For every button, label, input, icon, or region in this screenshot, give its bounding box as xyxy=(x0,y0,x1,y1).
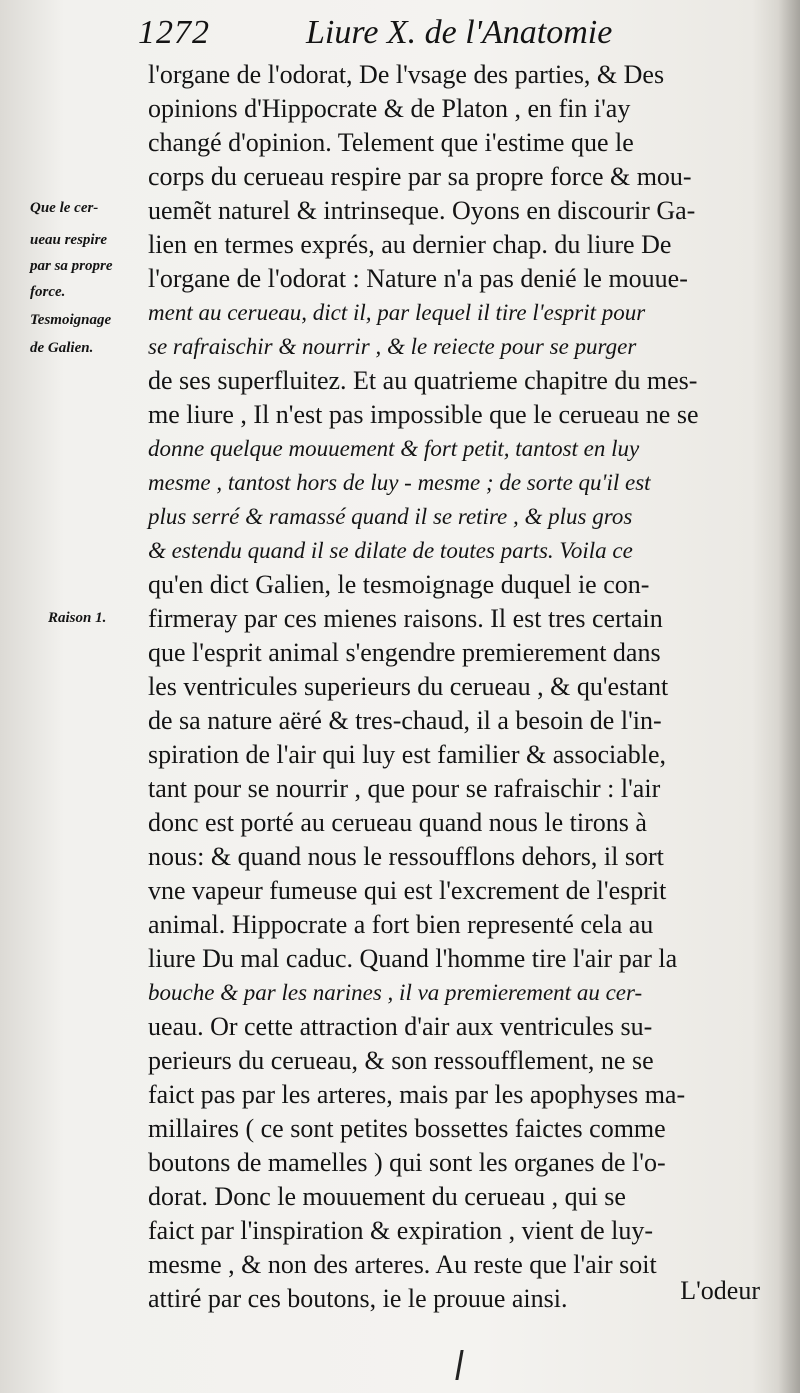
text-line: spiration de l'air qui luy est familier & associable, xyxy=(148,740,667,769)
text-line: se rafraischir & nourrir , & le reiecte pour se purger xyxy=(148,334,637,359)
text-line: lien en termes exprés, au dernier chap. du liure De xyxy=(148,230,672,259)
text-line: opinions d'Hippocrate & de Platon , en fin i'ay xyxy=(148,94,631,123)
text-line: boutons de mamelles ) qui sont les organes de l'o- xyxy=(148,1148,666,1177)
text-line: de sa nature aëré & tres-chaud, il a besoin de l'in- xyxy=(148,706,662,735)
page-number: 1272 xyxy=(138,14,210,51)
signature-mark xyxy=(455,1350,473,1380)
margin-note-line: par sa propre xyxy=(30,258,113,274)
text-line: perieurs du cerueau, & son ressoufflement, ne se xyxy=(148,1046,654,1075)
text-line: liure Du mal caduc. Quand l'homme tire l'air par la xyxy=(148,944,678,973)
text-line: l'organe de l'odorat, De l'vsage des parties, & Des xyxy=(148,60,665,89)
text-line: ueau. Or cette attraction d'air aux ventricules su- xyxy=(148,1012,653,1041)
text-line: millaires ( ce sont petites bossettes faictes comme xyxy=(148,1114,666,1143)
text-line: dorat. Donc le mouuement du cerueau , qui se xyxy=(148,1182,626,1211)
body-text xyxy=(148,58,768,1328)
text-line: bouche & par les narines , il va premierement au cer- xyxy=(148,980,643,1005)
text-line: animal. Hippocrate a fort bien representé cela au xyxy=(148,910,654,939)
margin-notes xyxy=(30,200,160,680)
text-line: qu'en dict Galien, le tesmoignage duquel ie con- xyxy=(148,570,650,599)
text-line: faict par l'inspiration & expiration , vient de luy- xyxy=(148,1216,654,1245)
text-line: tant pour se nourrir , que pour se rafraischir : l'air xyxy=(148,774,661,803)
text-line: les ventricules superieurs du cerueau , & qu'estant xyxy=(148,672,669,701)
text-line: changé d'opinion. Telement que i'estime que le xyxy=(148,128,634,157)
page-edge-shadow xyxy=(778,0,800,1393)
text-line: me liure , Il n'est pas impossible que le cerueau ne se xyxy=(148,400,699,429)
text-line: uemẽt naturel & intrinseque. Oyons en discourir Ga- xyxy=(148,196,696,225)
running-title: Liure X. de l'Anatomie xyxy=(306,14,613,51)
margin-note-line: de Galien. xyxy=(30,340,94,356)
text-line: donc est porté au cerueau quand nous le tirons à xyxy=(148,808,647,837)
text-line: de ses superfluitez. Et au quatrieme chapitre du mes- xyxy=(148,366,698,395)
text-line: que l'esprit animal s'engendre premierement dans xyxy=(148,638,661,667)
catchword: L'odeur xyxy=(680,1276,760,1305)
margin-note-line: Que le cer- xyxy=(30,200,99,216)
margin-note-line: Tesmoignage xyxy=(30,312,112,328)
text-line: plus serré & ramassé quand il se retire , & plus gros xyxy=(148,504,633,529)
text-line: ment au cerueau, dict il, par lequel il tire l'esprit pour xyxy=(148,300,646,325)
text-line: & estendu quand il se dilate de toutes parts. Voila ce xyxy=(148,538,633,563)
margin-note-line: Raison 1. xyxy=(48,610,107,626)
margin-note-line: ueau respire xyxy=(30,232,108,248)
page-header xyxy=(138,8,618,58)
text-line: vne vapeur fumeuse qui est l'excrement de l'esprit xyxy=(148,876,667,905)
text-line: nous: & quand nous le ressoufflons dehors, il sort xyxy=(148,842,664,871)
text-line: firmeray par ces mienes raisons. Il est tres certain xyxy=(148,604,663,633)
margin-note-line: force. xyxy=(30,284,66,300)
text-line: faict pas par les arteres, mais par les apophyses ma- xyxy=(148,1080,686,1109)
text-line: mesme , & non des arteres. Au reste que l'air soit xyxy=(148,1250,657,1279)
text-line: attiré par ces boutons, ie le prouue ainsi. xyxy=(148,1284,568,1313)
text-line: corps du cerueau respire par sa propre force & mou- xyxy=(148,162,692,191)
text-line: donne quelque mouuement & fort petit, tantost en luy xyxy=(148,436,640,461)
text-line: l'organe de l'odorat : Nature n'a pas denié le mouue- xyxy=(148,264,688,293)
text-line: mesme , tantost hors de luy - mesme ; de sorte qu'il est xyxy=(148,470,651,495)
